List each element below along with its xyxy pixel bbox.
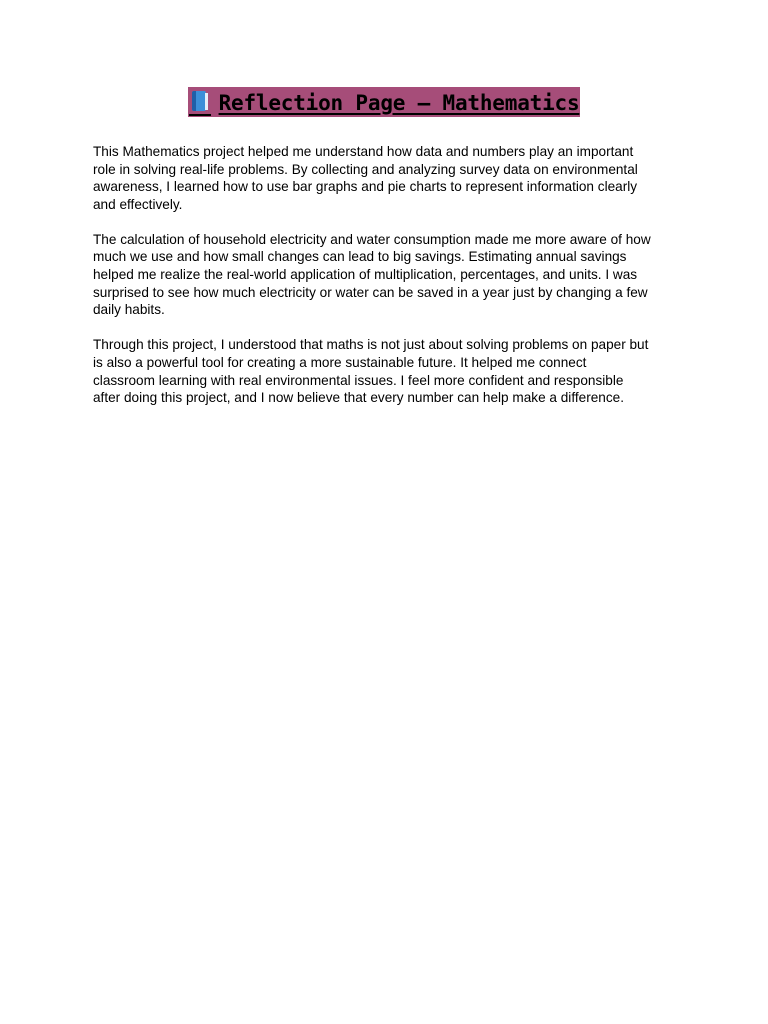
paragraph-2: The calculation of household electricity and water consumption made me more aware of how much we use and how small changes can lead to big savings. Estimating annual savings helped me realize the real-world application of multiplication, percentages, and units. I was surprised to see how much electricity or water can be saved in a year just by changing a few daily habits. [93,231,651,318]
reflection-body [93,143,693,424]
blue-book-icon [189,90,211,116]
page-title-text: Reflection Page – Mathematics [218,90,580,115]
paragraph-3: Through this project, I understood that maths is not just about solving problems on paper but is also a powerful tool for creating a more sustainable future. It helped me connect classroom learning with real environmental issues. I feel more confident and responsible after doing this project, and I now believe that every number can help make a difference. [93,337,649,406]
page-title [188,87,581,117]
paragraph-1: This Mathematics project helped me understand how data and numbers play an important role in solving real-life problems. By collecting and analyzing survey data on environmental awareness, I learned how to use bar graphs and pie charts to represent information clearly and effectively. [93,144,638,212]
title-container [0,87,768,121]
